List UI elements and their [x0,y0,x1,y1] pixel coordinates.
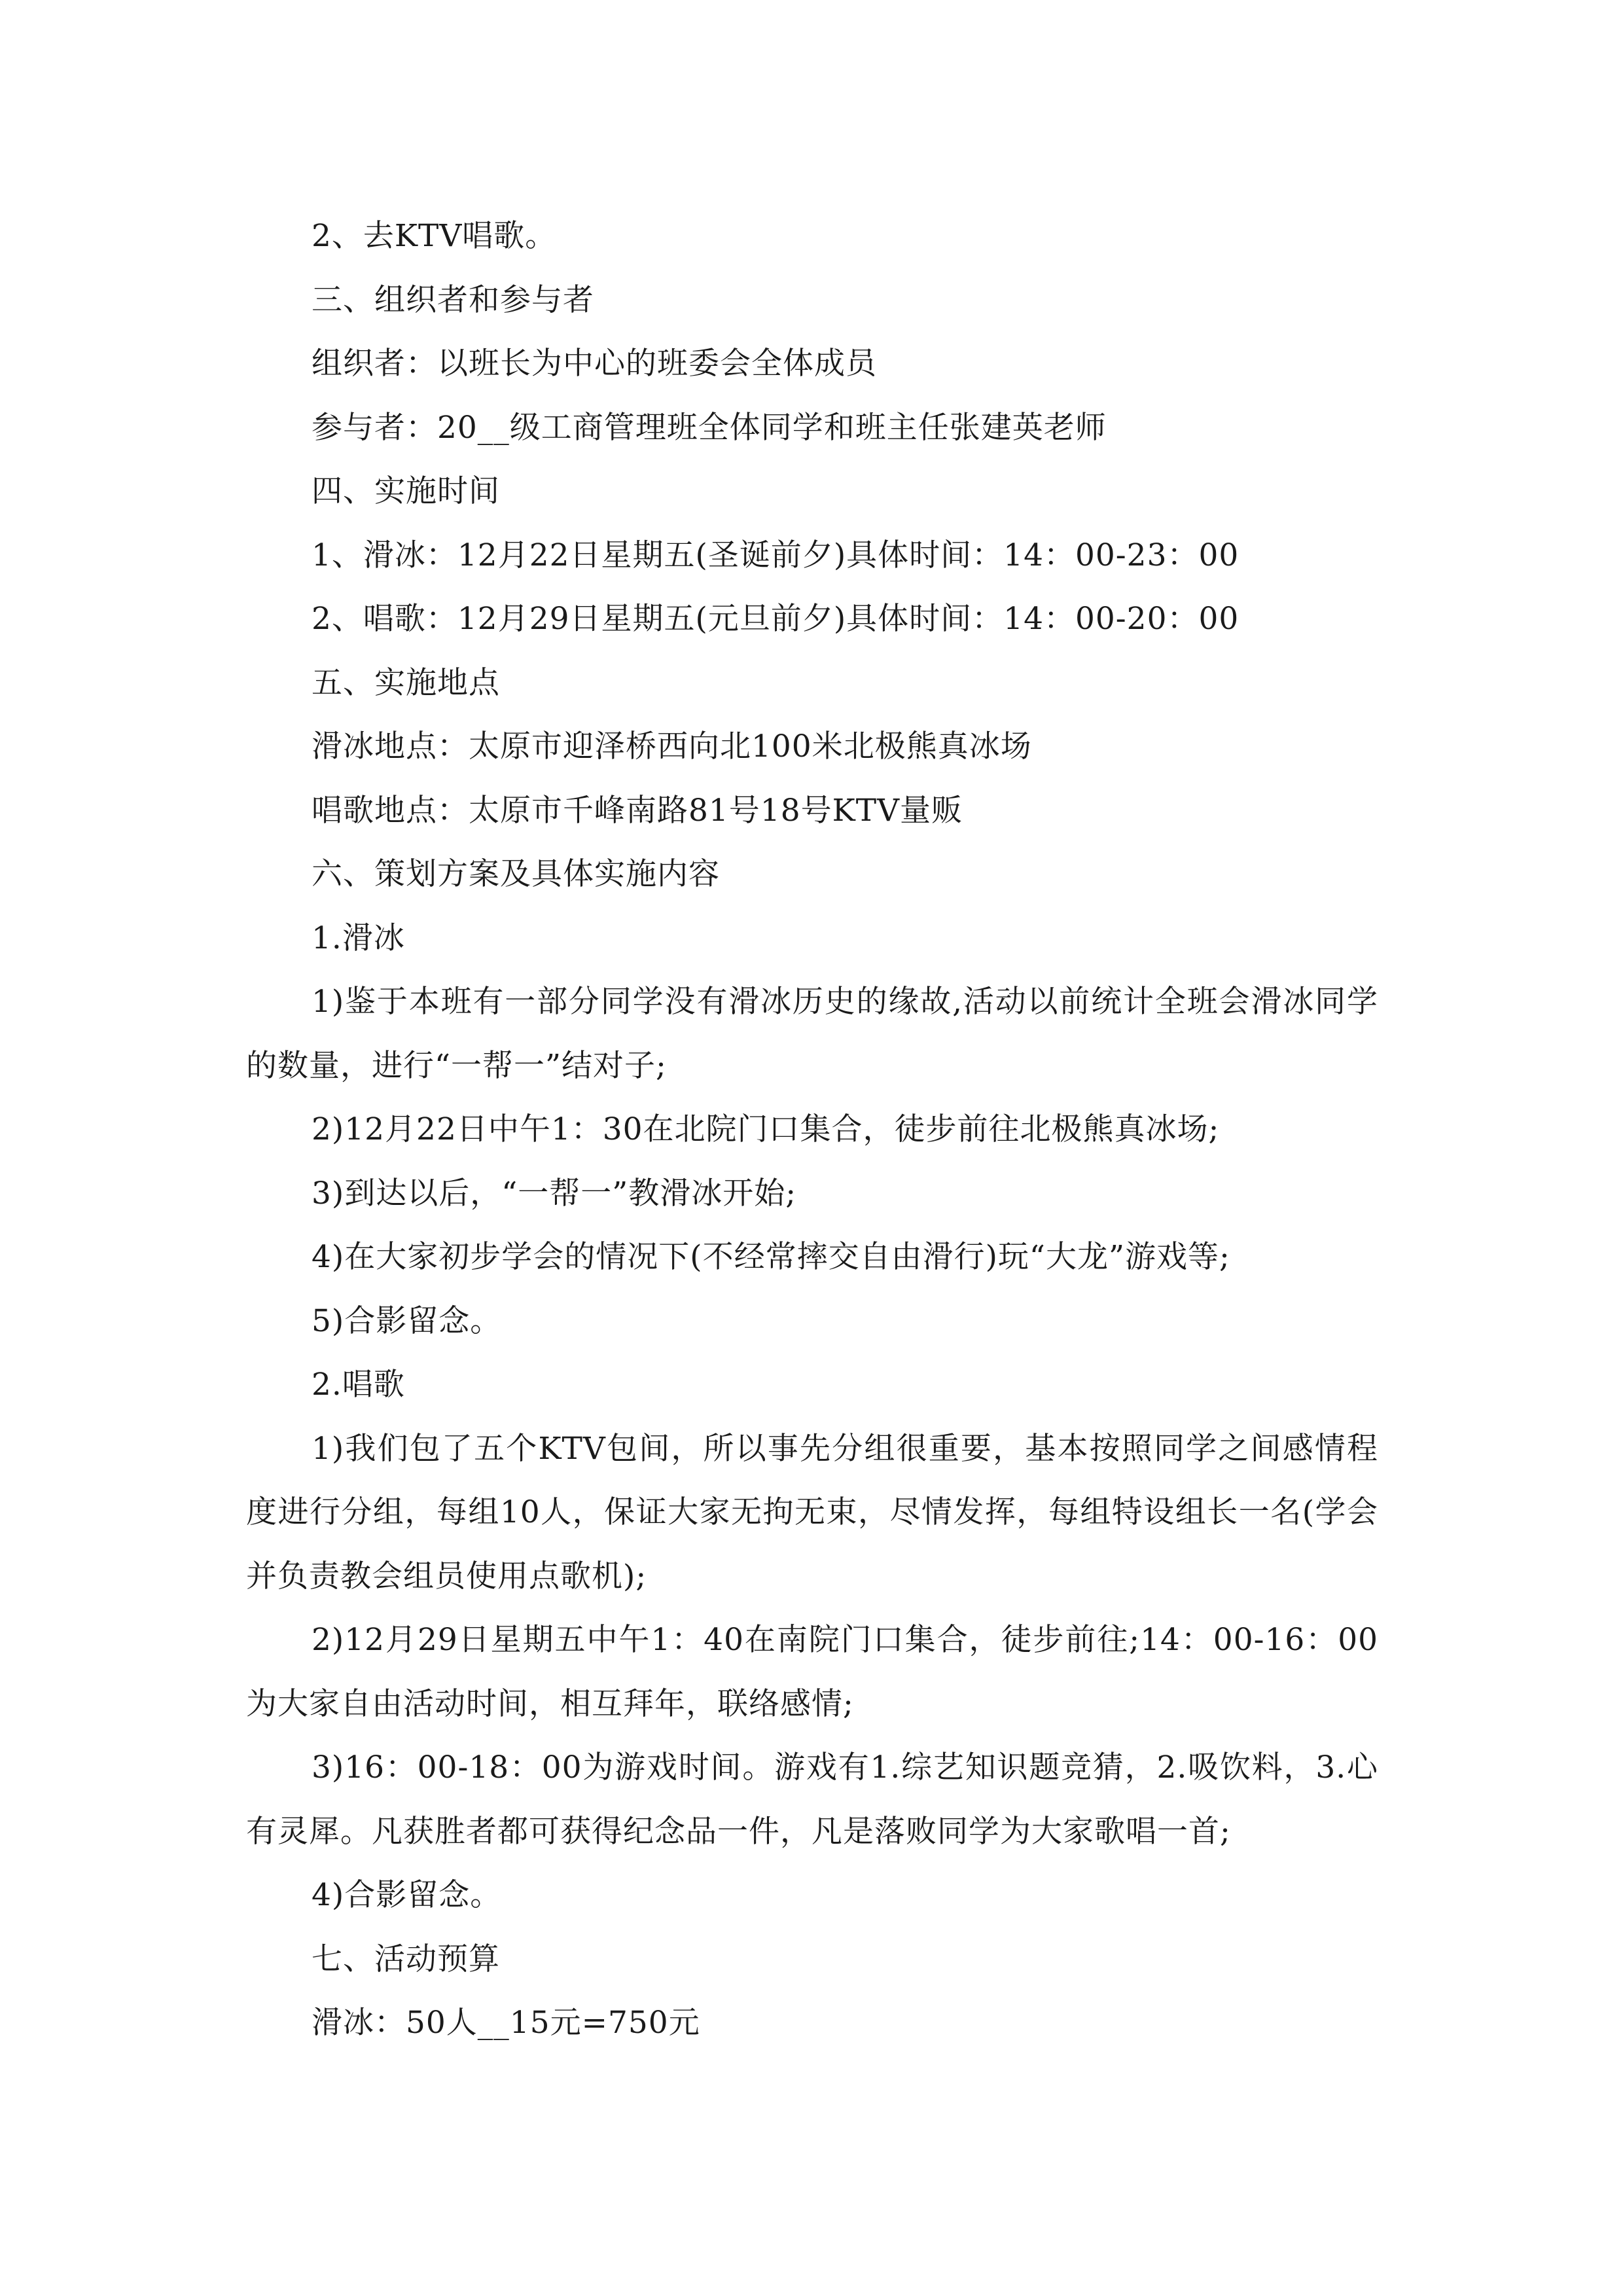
subsection-heading: 2.唱歌 [312,1367,405,1403]
text-line: 1、滑冰：12月22日星期五(圣诞前夕)具体时间：14：00-23：00 [312,537,1240,573]
text-line: 参与者：20__级工商管理班全体同学和班主任张建英老师 [312,409,1107,446]
section-heading: 五、实施地点 [312,664,500,701]
section-heading: 七、活动预算 [312,1941,500,1977]
singing-step: 3)16：00-18：00为游戏时间。游戏有1.综艺知识题竞猜，2.吸饮料，3.心有灵犀。凡获胜者都可获得纪念品一件，凡是落败同学为大家歌唱一首; [246,1749,1378,1850]
section-heading: 三、组织者和参与者 [312,281,594,318]
skating-step: 2)12月22日中午1：30在北院门口集合，徒步前往北极熊真冰场; [312,1111,1220,1147]
skating-step: 3)到达以后，“一帮一”教滑冰开始; [312,1175,797,1211]
skating-step: 5)合影留念。 [312,1302,502,1339]
section-heading: 四、实施时间 [312,473,500,509]
section-heading: 六、策划方案及具体实施内容 [312,856,720,892]
text-line: 2、唱歌：12月29日星期五(元旦前夕)具体时间：14：00-20：00 [312,601,1240,637]
subsection-heading: 1.滑冰 [312,920,405,956]
budget-line: 滑冰：50人__15元=750元 [312,2005,700,2041]
text-line: 滑冰地点：太原市迎泽桥西向北100米北极熊真冰场 [312,728,1032,764]
text-line: 组织者：以班长为中心的班委会全体成员 [312,346,877,382]
skating-step: 1)鉴于本班有一部分同学没有滑冰历史的缘故,活动以前统计全班会滑冰同学的数量，进行“一帮一”结对子; [246,984,1378,1084]
singing-step: 2)12月29日星期五中午1：40在南院门口集合，徒步前往;14：00-16：00为大家自由活动时间，相互拜年，联络感情; [246,1622,1378,1722]
text-line: 2、去KTV唱歌。 [312,218,557,254]
singing-step: 1)我们包了五个KTV包间，所以事先分组很重要，基本按照同学之间感情程度进行分组，每组10人，保证大家无拘无束，尽情发挥，每组特设组长一名(学会并负责教会组员使用点歌机); [246,1430,1378,1594]
singing-step: 4)合影留念。 [312,1877,502,1913]
skating-step: 4)在大家初步学会的情况下(不经常摔交自由滑行)玩“大龙”游戏等; [312,1239,1230,1275]
document-body [246,204,1378,2055]
text-line: 唱歌地点：太原市千峰南路81号18号KTV量贩 [312,792,963,829]
